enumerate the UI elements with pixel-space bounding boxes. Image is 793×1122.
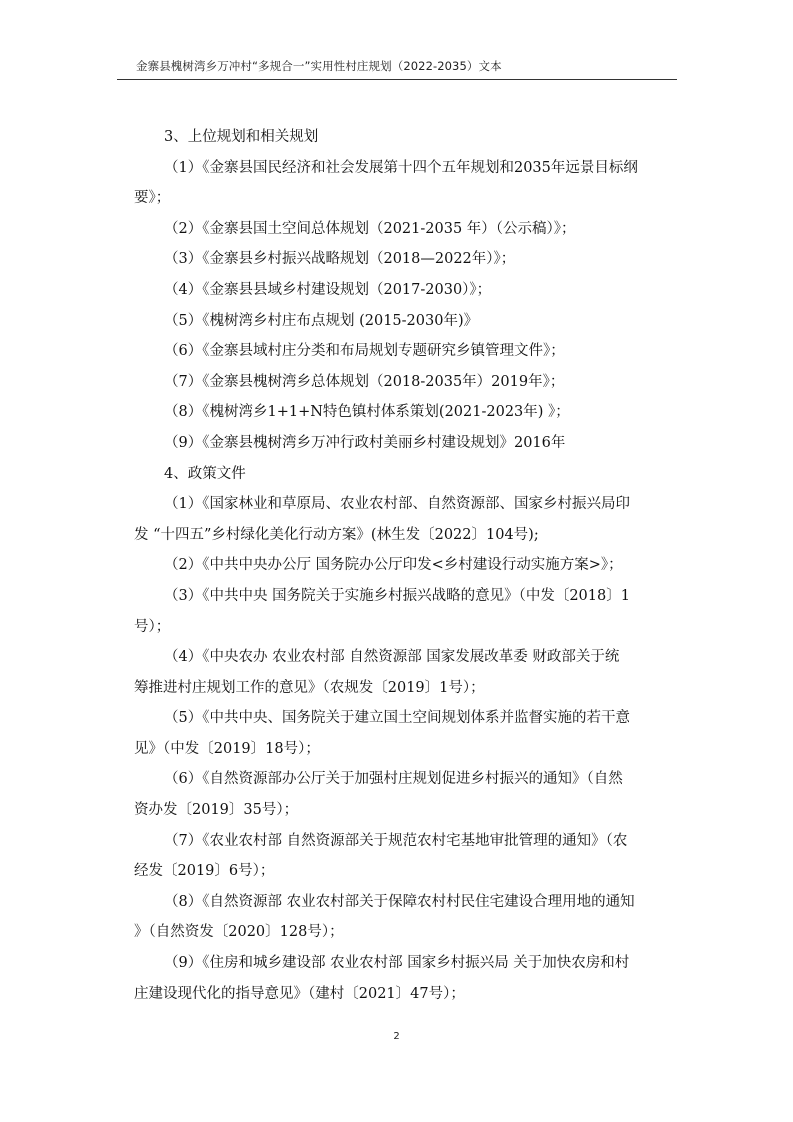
list-item: （4）《金寨县县域乡村建设规划（2017-2030）》；: [164, 281, 492, 298]
list-item: （1）《国家林业和草原局、农业农村部、自然资源部、国家乡村振兴局印: [164, 496, 630, 513]
list-item: （6）《自然资源部办公厅关于加强村庄规划促进乡村振兴的通知》（自然: [164, 771, 623, 788]
list-item: （5）《槐树湾乡村庄布点规划 (2015-2030年)》: [164, 312, 479, 329]
page-header-title: 金寨县槐树湾乡万冲村“多规合一”实用性村庄规划（2022-2035）文本: [136, 59, 502, 73]
list-item: （9）《住房和城乡建设部 农业农村部 国家乡村振兴局 关于加快农房和村: [164, 955, 630, 972]
list-item-continuation: 号）；: [134, 618, 171, 635]
header-divider: [117, 79, 677, 80]
list-item-continuation: 经发〔2019〕6号）；: [134, 863, 275, 880]
list-item: （7）《农业农村部 自然资源部关于规范农村宅基地审批管理的通知》（农: [164, 832, 628, 849]
list-item-continuation: 见》（中发〔2019〕18号）；: [134, 740, 320, 757]
document-body: [134, 122, 662, 1009]
list-item: （3）《中共中央 国务院关于实施乡村振兴战略的意见》（中发〔2018〕1: [164, 587, 630, 604]
section-heading: 4、政策文件: [164, 465, 246, 482]
page-number: 2: [393, 1031, 400, 1042]
section-heading: 3、上位规划和相关规划: [164, 129, 319, 145]
list-item-continuation: 资办发〔2019〕35号）；: [134, 802, 299, 819]
list-item-continuation: 庄建设现代化的指导意见》（建村〔2021〕47号）；: [134, 985, 465, 1002]
list-item: （2）《中共中央办公厅 国务院办公厅印发<乡村建设行动实施方案>》；: [164, 557, 623, 574]
list-item: （9）《金寨县槐树湾乡万冲行政村美丽乡村建设规划》2016年: [164, 434, 566, 451]
list-item-continuation: 筹推进村庄规划工作的意见》（农规发〔2019〕1号）；: [134, 679, 485, 696]
list-item: （1）《金寨县国民经济和社会发展第十四个五年规划和2035年远景目标纲: [164, 159, 638, 176]
list-item-continuation: 发 “十四五”乡村绿化美化行动方案》(林生发〔2022〕104号);: [134, 526, 539, 543]
list-item: （2）《金寨县国土空间总体规划（2021-2035 年）（公示稿）》；: [164, 220, 576, 237]
list-item: （7）《金寨县槐树湾乡总体规划（2018-2035年）2019年》；: [164, 373, 565, 390]
list-item: （8）《自然资源部 农业农村部关于保障农村村民住宅建设合理用地的通知: [164, 893, 635, 910]
list-item: （6）《金寨县域村庄分类和布局规划专题研究乡镇管理文件》；: [164, 343, 565, 360]
list-item: （3）《金寨县乡村振兴战略规划（2018—2022年）》；: [164, 251, 516, 268]
list-item-continuation: 》（自然资发〔2020〕128号）；: [134, 924, 344, 941]
list-item: （8）《槐树湾乡1+1+N特色镇村体系策划(2021-2023年) 》；: [164, 404, 570, 421]
list-item: （4）《中央农办 农业农村部 自然资源部 国家发展改革委 财政部关于统: [164, 649, 620, 666]
list-item-continuation: 要》；: [134, 190, 171, 207]
list-item: （5）《中共中央、国务院关于建立国土空间规划体系并监督实施的若干意: [164, 710, 630, 727]
